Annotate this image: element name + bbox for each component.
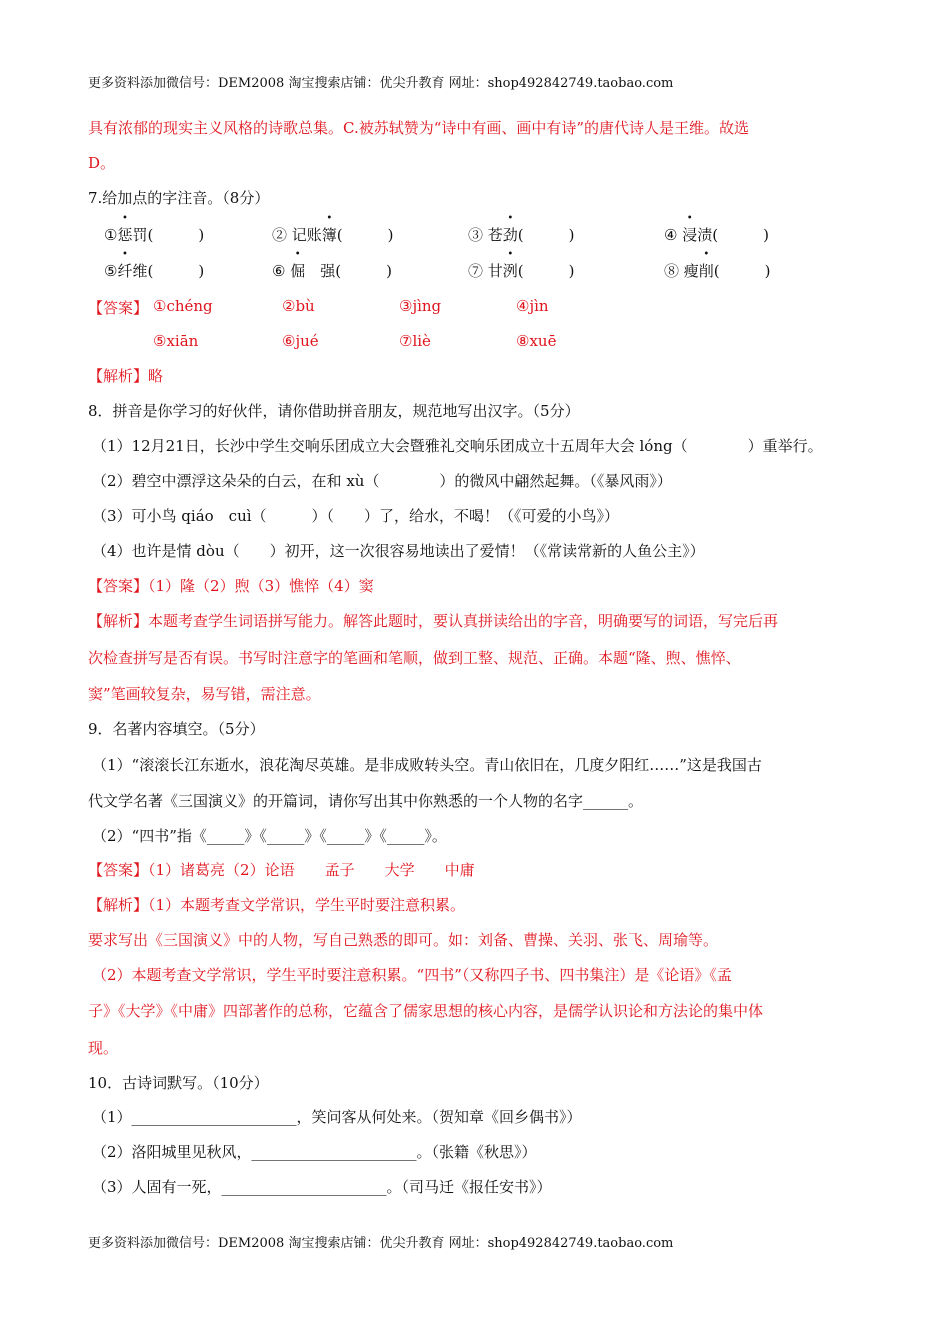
q7-answer-5: ⑤xiān	[153, 332, 199, 350]
q7-answer-8: ⑧xuē	[516, 332, 557, 350]
q9-analysis-4: 子》《大学》《中庸》四部著作的总称，它蕴含了儒家思想的核心内容，是儒学认识论和方法论的集中体	[88, 1002, 764, 1020]
q9-sentence-2: （2）“四书”指《_____》《_____》《_____》《_____》。	[92, 827, 447, 845]
q10-sentence-3: （3）人固有一死，______________________。（司马迁《报任安书》）	[92, 1178, 552, 1196]
q9-analysis-1: 【解析】（1）本题考查文学常识，学生平时要注意积累。	[88, 896, 466, 914]
q7-answer-2: ②bù	[282, 297, 315, 315]
q7-answer-6: ⑥jué	[282, 332, 319, 350]
q8-answer: 【答案】（1）隆（2）煦（3）憔悴（4）窦	[88, 577, 374, 595]
q8-sentence-4: （4）也许是情 dòu（ ）初开，这一次很容易地读出了爱情！（《常读常新的人鱼公主》）	[92, 542, 705, 560]
q7-item-5: ⑤纤维( )	[104, 262, 205, 280]
q9-sentence-1a: （1）“滚滚长江东逝水，浪花淘尽英雄。是非成败转头空。青山依旧在，几度夕阳红……”这是我国古	[92, 756, 762, 774]
q8-analysis-3: 窦”笔画较复杂，易写错，需注意。	[88, 685, 321, 703]
page-footer: 更多资料添加微信号：DEM2008 淘宝搜索店铺：优尖升教育 网址：shop492842749.taobao.com	[88, 1236, 674, 1251]
q9-analysis-3: （2）本题考查文学常识，学生平时要注意积累。“四书”（又称四子书、四书集注）是《论语》《孟	[92, 966, 732, 984]
q8-sentence-1: （1）12月21日，长沙中学生交响乐团成立大会暨雅礼交响乐团成立十五周年大会 lóng（ ）重举行。	[92, 437, 823, 455]
prev-text-1: 具有浓郁的现实主义风格的诗歌总集。C.被苏轼赞为“诗中有画、画中有诗”的唐代诗人是王维。故选	[88, 119, 750, 137]
q7-item-4: ④ 浸渍( )	[664, 226, 769, 244]
q9-title: 9．名著内容填空。（5分）	[88, 720, 265, 738]
q9-sentence-1b: 代文学名著《三国演义》的开篇词，请你写出其中你熟悉的一个人物的名字______。	[88, 792, 644, 810]
q7-answer-1: ①chéng	[153, 297, 213, 315]
q7-answer-7: ⑦liè	[399, 332, 431, 350]
q7-item-3: ③ 苍劲( )	[468, 226, 575, 244]
q9-answer: 【答案】（1）诸葛亮（2）论语 孟子 大学 中庸	[88, 861, 475, 879]
q7-answer-4: ④jìn	[516, 297, 549, 315]
q7-title: 7.给加点的字注音。（8分）	[88, 189, 270, 207]
q7-item-7: ⑦ 甘洌( )	[468, 262, 575, 280]
q10-sentence-2: （2）洛阳城里见秋风，______________________。（张籍《秋思》）	[92, 1143, 537, 1161]
q8-sentence-3: （3）可小鸟 qiáo cuì（ ）（ ）了，给水，不喝！（《可爱的小鸟》）	[92, 507, 620, 525]
prev-text-2: D。	[88, 154, 116, 172]
q7-item-6: ⑥ 倔 强( )	[272, 262, 392, 280]
q7-item-8: ⑧ 瘦削( )	[664, 262, 771, 280]
q8-sentence-2: （2）碧空中漂浮这朵朵的白云，在和 xù（ ）的微风中翩然起舞。（《暴风雨》）	[92, 472, 672, 490]
q7-item-2: ② 记账簿( )	[272, 226, 394, 244]
q9-analysis-2: 要求写出《三国演义》中的人物，写自己熟悉的即可。如：刘备、曹操、关羽、张飞、周瑜等。	[88, 931, 719, 949]
q8-title: 8．拼音是你学习的好伙伴，请你借助拼音朋友，规范地写出汉字。（5分）	[88, 402, 580, 420]
q7-answer-3: ③jìng	[399, 297, 442, 315]
q10-title: 10．古诗词默写。（10分）	[88, 1074, 269, 1092]
q10-sentence-1: （1）______________________，笑问客从何处来。（贺知章《回乡偶书》）	[92, 1108, 582, 1126]
q7-item-1: ①惩罚( )	[104, 226, 205, 244]
q7-answer-tag: 【答案】	[88, 299, 149, 317]
page-header: 更多资料添加微信号：DEM2008 淘宝搜索店铺：优尖升教育 网址：shop492842749.taobao.com	[88, 76, 674, 91]
q9-analysis-5: 现。	[88, 1039, 119, 1057]
q7-analysis: 【解析】略	[88, 367, 164, 385]
q8-analysis-1: 【解析】本题考查学生词语拼写能力。解答此题时，要认真拼读给出的字音，明确要写的词语，写完后再	[88, 612, 779, 630]
q8-analysis-2: 次检查拼写是否有误。书写时注意字的笔画和笔顺，做到工整、规范、正确。本题“隆、煦、憔悴、	[88, 649, 741, 667]
